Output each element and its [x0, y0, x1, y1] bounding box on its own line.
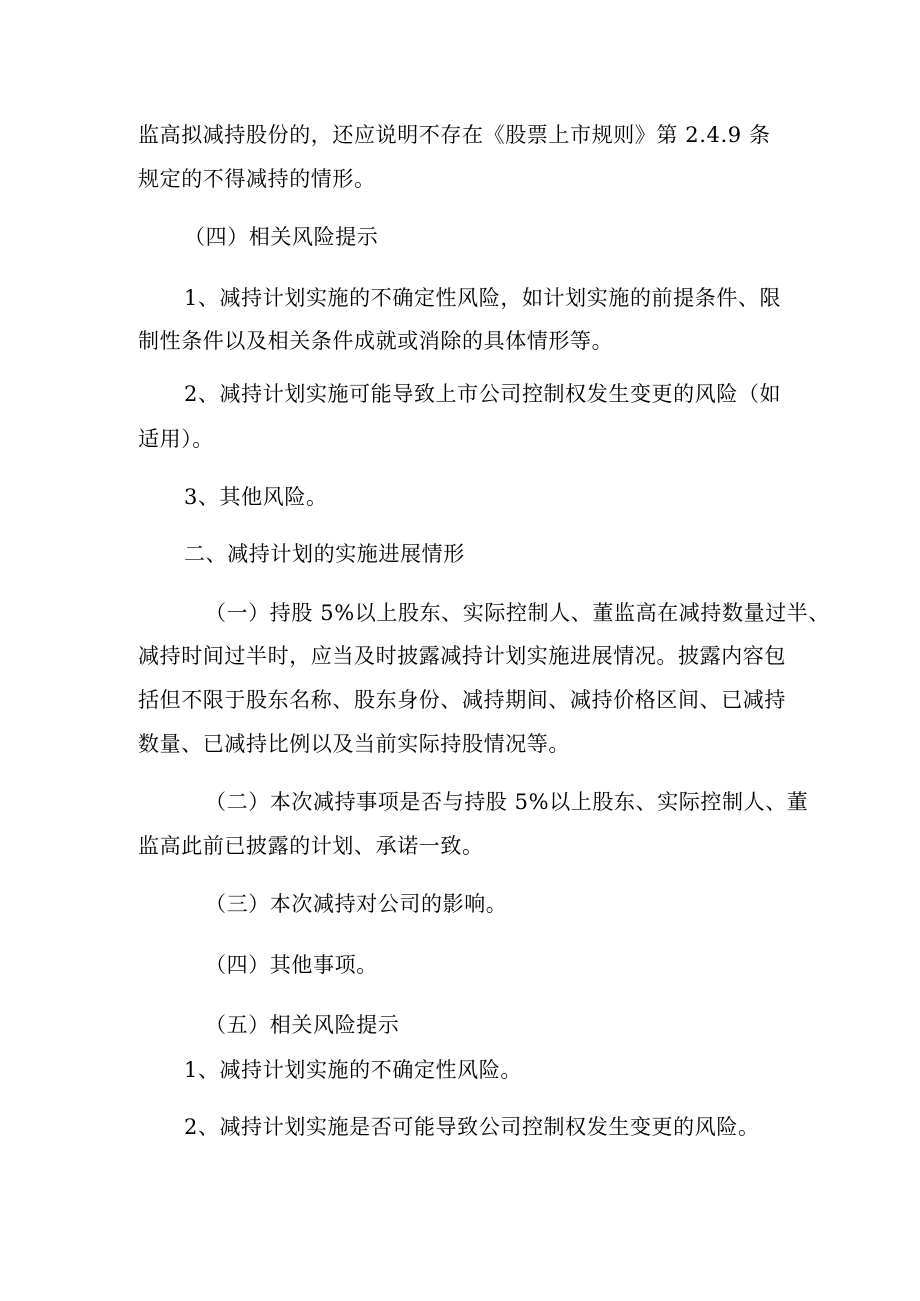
- paragraph-line: 括但不限于股东名称、股东身份、减持期间、减持价格区间、已减持: [138, 688, 786, 712]
- paragraph-line: 2、减持计划实施可能导致上市公司控制权发生变更的风险（如: [184, 382, 782, 406]
- paragraph-line: 1、减持计划实施的不确定性风险，如计划实施的前提条件、限: [184, 286, 782, 310]
- paragraph-line: （二）本次减持事项是否与持股 5%以上股东、实际控制人、董: [205, 790, 809, 814]
- section-heading: （四）相关风险提示: [184, 225, 379, 249]
- section-heading: 二、减持计划的实施进展情形: [184, 542, 465, 566]
- section-heading: （五）相关风险提示: [205, 1013, 400, 1037]
- paragraph-line: 减持时间过半时，应当及时披露减持计划实施进展情况。披露内容包: [138, 644, 786, 668]
- paragraph-line: 2、减持计划实施是否可能导致公司控制权发生变更的风险。: [184, 1115, 760, 1139]
- paragraph-line: 规定的不得减持的情形。: [138, 167, 376, 191]
- paragraph-line: 监高此前已披露的计划、承诺一致。: [138, 834, 484, 858]
- paragraph-line: 数量、已减持比例以及当前实际持股情况等。: [138, 732, 570, 756]
- paragraph-line: 制性条件以及相关条件成就或消除的具体情形等。: [138, 329, 614, 353]
- paragraph-line: （一）持股 5%以上股东、实际控制人、董监高在减持数量过半、: [205, 601, 830, 625]
- paragraph-line: （四）其他事项。: [205, 953, 378, 977]
- paragraph-line: （三）本次减持对公司的影响。: [205, 892, 508, 916]
- paragraph-line: 1、减持计划实施的不确定性风险。: [184, 1058, 522, 1082]
- paragraph-line: 监高拟减持股份的，还应说明不存在《股票上市规则》第 2.4.9 条: [138, 123, 771, 147]
- paragraph-line: 适用）。: [138, 427, 214, 451]
- paragraph-line: 3、其他风险。: [184, 485, 328, 509]
